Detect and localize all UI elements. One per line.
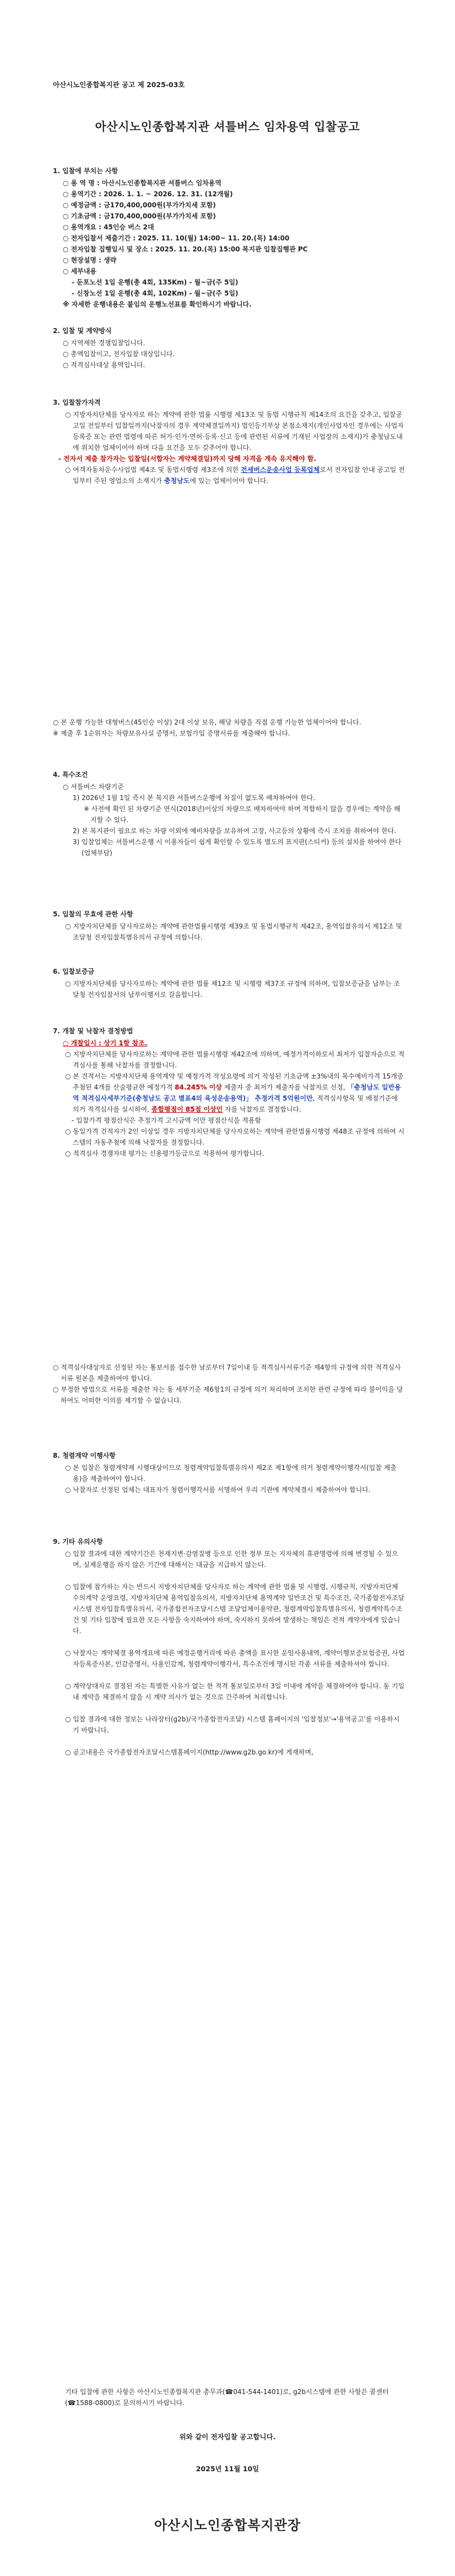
paragraph: ○ 본 운행 가능한 대형버스(45인승 이상) 2대 이상 보유, 해당 차량을 직접 운행 가능한 업체이어야 합니다. [53, 718, 361, 726]
paragraph: ○ 입찰 결과에 대한 계약기간은 천재지변·감염질병 등으로 인한 정부 또는 지자체의 휴관명령에 의해 변경될 수 있으며, 실제운행을 하지 않은 기간에 대해서는 대금을 지급하지 않는다. [65, 1550, 398, 1569]
issue-statement: 위와 같이 전자입찰 공고합니다. [179, 2433, 276, 2441]
paragraph: ○ 지방자치단체를 당사자로하는 계약에 관한 법률 제12조 및 시행령 제37조 규정에 의하며, 입찰보증금을 납부는 조달청 전자입찰서의 납부이행서로 갈음합니다. [65, 980, 400, 999]
list-item: ○ 지역제한 경쟁입찰입니다. [63, 339, 145, 347]
section-invalidity [53, 909, 405, 943]
list-item: ○ 셔틀버스 차량기준 [63, 783, 124, 791]
paragraph [65, 464, 405, 486]
list-item: ○ 용 역 명 : 아산시노인종합복지관 셔틀버스 임차용역 [63, 179, 221, 187]
list-item: ○ 예정금액 : 금170,400,000원(부가가치세 포함) [63, 201, 216, 209]
paragraph: 2) 본 복지관이 필요로 하는 차량 이외에 예비차량을 보유하여 고장, 사고등의 상황에 즉시 조치를 취하여야 한다. [73, 827, 397, 835]
paragraph: - 입찰가격 평점산식은 추정가격 고시금액 이만 평점산식을 적용함 [72, 1117, 262, 1124]
paragraph: ※ 사전에 확인 된 차량기준 연식(2018년)이상의 차량으로 배차하여야 하며 적합하지 않을 경우에는 계약을 해지할 수 있다. [84, 805, 400, 824]
section-vehicle-requirement [53, 717, 405, 739]
paragraph-red: - 전자서 제출 참가자는 입찰일(서합자는 계약체결일)까지 당해 자격을 계속 유지해야 함. [58, 455, 317, 463]
section-heading: 4. 특수조건 [53, 771, 88, 779]
text-span: 제출자 중 최저가 제출자를 낙찰자로 선정, [221, 1083, 348, 1091]
paragraph: ○ 지방자치단체를 당사자로 하는 계약에 관한 법률 시행령 제13조 및 동법 시행규칙 제14조의 요건을 갖추고, 입찰공고일 전일부터 입찰일까지(낙찰자의 경우 계약체결일까지) 법인등기부상 본점소재지(개인사업자인 경우에는 사업자등록증 또는 관련 법령에 따른 허가·인가·면허·등록·신고 등에 관련된 서류에 기재된 사업장의 소재지)가 충청남도내에 위치한 업체이어야 하며 다음 요건을 모두 갖추어야 합니다. [65, 411, 404, 452]
section-heading: 2. 입찰 및 계약방식 [53, 327, 112, 335]
text-span: , 적격심사항목 및 배점기준에 의거 적격심사를 실시하여, [73, 1094, 398, 1113]
text-span: 자를 낙찰자로 결정합니다. [223, 1105, 301, 1113]
notice-number: 아산시노인종합복지관 공고 제 2025-03호 [53, 80, 185, 89]
list-item: ○ 총액입찰이고, 전자입찰 대상입니다. [63, 350, 175, 358]
paragraph: ○ 부정한 방법으로 서류를 제출한 자는 동 세부기준 제6항1의 규정에 의거 처리하며 조치한 관련 규정에 따라 불이익을 당하여도 어떠한 이의를 제기할 수 없습니다. [53, 1386, 403, 1404]
list-item: ○ 적격심사대상 용역입니다. [63, 361, 145, 369]
section-heading: 5. 입찰의 무효에 관한 사항 [53, 910, 133, 918]
list-item: ○ 기초금액 : 금170,400,000원(부가가치세 포함) [63, 212, 216, 220]
paragraph: ○ 입찰 결과에 대한 정보는 나라장터(g2b)/국가종합전자조달) 시스템 홈페이지의 '입찰정보'→'용역공고'를 이용하시기 바랍니다. [65, 1715, 400, 1734]
highlight-text: 충청남도 [164, 477, 190, 485]
paragraph: ○ 낙찰자로 선정된 업체는 대표자가 청렴이행각서를 서명하여 우리 기관에 계약체결시 제출하여야 합니다. [65, 1486, 371, 1494]
paragraph: ○ 낙찰자는 계약체결 용역개요에 따른 예정운행거리에 따른 총액을 표시한 운임사용내역, 계약이행보증보험증권, 사업자등록증사본, 인감증명서, 사용인감계, 청렴계약이행각서, 특수조건에 명시된 각종 서류를 제출하셔야 합니다. [65, 1649, 405, 1668]
route-line: - 신창노선 1일 운행(총 4회, 102Km) - 월~금(주 5일) [72, 289, 239, 297]
section-special-conditions [53, 769, 405, 858]
route-note: ※ 자세한 운행내용은 붙임의 운행노선표를 확인하시기 바랍니다. [63, 300, 252, 308]
text-span: 에 있는 업체이어야 합니다. [189, 477, 269, 485]
section-heading: 1. 입찰에 부치는 사항 [53, 167, 118, 175]
list-item: ○ 용역기간 : 2026. 1. 1. ~ 2026. 12. 31. (12개월) [63, 190, 233, 198]
highlight-text: 종합평점이 85점 이상인 [151, 1105, 223, 1113]
opening-date: ○ 개찰일시 : 상기 1항 참조. [63, 1039, 148, 1047]
list-item: ○ 세부내용 [63, 267, 97, 275]
text-span: ○ 여객자동차운수사업법 제4조 및 동법시행령 제3조에 의한 [65, 466, 241, 474]
paragraph [65, 1071, 405, 1115]
paragraph: ○ 입찰에 참가하는 자는 반드시 지방자치단체를 당사자로 하는 계약에 관한 법률 및 시행령, 시행규칙, 지방자치단체 수의계약 운영요령, 지방자치단체 용역입찰유의서, 지방자치단체 용역계약 일반조건 및 특수조건, 국가종합전자조달시스템 전자입찰특별유의서, 국가종합전자조달시스템 조달업체이용약관, 청렴계약입찰특별유의서, 청렴계약특수조건 및 기타 입찰에 필요한 모든 사항을 숙지하여야 하며, 숙지하지 못하여 발생하는 책임은 전적 계약자에게 있습니다. [65, 1583, 405, 1635]
section-heading: 3. 입찰참가자격 [53, 399, 101, 406]
contact-note: 기타 입찰에 관한 사항은 아산시노인종합복지관 총무과(☎041-544-1401)로, g2b시스템에 관한 사항은 콜센터(☎1588-0800)로 문의하시기 바랍니다. [65, 2388, 389, 2407]
route-line: - 둔포노선 1일 운행(총 4회, 135Km) - 월~금(주 5일) [72, 278, 239, 286]
text-span: ○ 본 견적서는 지방자치단체 용역계약 및 예정가격 작성요령에 의거 작성된 기초금액 ±3%내의 복수예비가격 15개중 추첨된 4개를 산술평균한 예정가격 [65, 1072, 404, 1091]
section-award-method [53, 1026, 405, 1159]
paragraph: ※ 제출 후 1순위자는 차량보유사실 증명서, 보험가입 증명서류를 제출해야 합니다. [53, 729, 290, 737]
issuing-organization: 아산시노인종합복지관장 [154, 2518, 301, 2533]
highlight-text: 84.245% 이상 [175, 1083, 222, 1091]
page-title: 아산시노인종합복지관 셔틀버스 임차용역 입찰공고 [95, 120, 360, 133]
section-heading: 8. 청렴계약 이행사항 [53, 1452, 116, 1459]
section-contract-method [53, 325, 405, 371]
section-bid-bond [53, 966, 405, 1000]
section-bid-items [53, 165, 405, 310]
section-heading: 9. 기타 유의사항 [53, 1538, 103, 1545]
list-item: ○ 전자입찰 집행일시 및 장소 : 2025. 11. 20.(목) 15:00 복지관 입찰집행관 PC [63, 245, 308, 253]
highlight-text: 전세버스운송사업 등록업체 [241, 466, 320, 474]
paragraph: ○ 지방자치단체를 당사자로하는 계약에 관한법률시행령 제39조 및 동법시행규칙 제42조, 용역입찰유의서 제12조 및 조달청 전자입찰특별유의서 규정에 의합니다. [65, 922, 403, 941]
highlight-text: 「충청남도 일반용역 적격심사세부기준(충청남도 공고 별표4의 육성운송용역)」 추정가격 5억원이만 [73, 1083, 401, 1102]
paragraph: 1) 2026년 1월 1일 즉시 본 복지관 셔틀버스운행에 차질이 없도록 배차하여야 한다. [73, 794, 316, 802]
paragraph: ○ 본 입찰은 청렴계약제 시행대상이므로 청렴계약입찰특별유의서 제2조 제1항에 의거 청렴계약이행각서(입찰 제출용)을 제출하여야 합니다. [65, 1464, 397, 1483]
section-heading: 6. 입찰보증금 [53, 968, 95, 975]
section-heading: 7. 개찰 및 낙찰자 결정방법 [53, 1027, 133, 1035]
paragraph: 3) 입찰업체는 셔틀버스운행 시 이용자들이 쉽게 확인할 수 있도록 별도의 표지판(스티커) 등의 설치를 하여야 한다(업체부담) [73, 838, 402, 857]
list-item: ○ 전자입찰서 제출기간 : 2025. 11. 10(월) 14:00~ 11. 20.(목) 14:00 [63, 234, 290, 242]
paragraph: ○ 적격심사 경쟁자대 평가는 신용평가등급으로 적용하여 평가합니다. [65, 1150, 264, 1157]
paragraph: ○ 동일가격 견적자가 2인 이상일 경우 지방자치단체를 당사자로하는 계약에 관한법률시행령 제48조 규정에 의하여 시스템의 자동추첨에 의해 낙찰자를 결정합니다. [65, 1128, 405, 1146]
list-item: ○ 현장설명 : 생략 [63, 256, 117, 264]
paragraph: ○ 공고내용은 국가종합전자조달시스템홈페이지(http://www.g2b.go.kr)에 게재하며, [65, 1748, 313, 1756]
paragraph: ○ 계약상대자로 결정된 자는 특별한 사유가 없는 한 적격 통보일로부터 3일 이내에 계약을 체결하여야 합니다. 동 기일내 계약을 체결하지 않을 시 계약 의사가 없는 것으로 간주하여 처리합니다. [65, 1682, 405, 1701]
section-eligibility [53, 397, 405, 486]
paragraph: ○ 적격심사대상자로 선정된 자는 통보서를 접수한 날로부터 7일이내 등 적격심사서류기준 제4항의 규정에 의한 적격심사 서류 원본을 제출하여야 합니다. [53, 1364, 401, 1382]
section-other-notes [53, 1536, 405, 1758]
issue-date: 2025년 11월 10일 [196, 2465, 259, 2473]
text-span: 로서 전자입찰 안내 공고일 전일부터 주된 영업소의 소재지가 [73, 466, 405, 485]
list-item: ○ 용역개요 : 45인승 버스 2대 [63, 223, 154, 231]
section-integrity [53, 1450, 405, 1495]
paragraph: ○ 지방자치단체를 당사자로하는 계약에 관한 법률시행령 제42조에 의하며, 예정가격이하로서 최저가 입찰자순으로 적격심사를 통해 낙찰자를 결정합니다. [65, 1050, 405, 1069]
section-eligibility-review [53, 1362, 405, 1406]
